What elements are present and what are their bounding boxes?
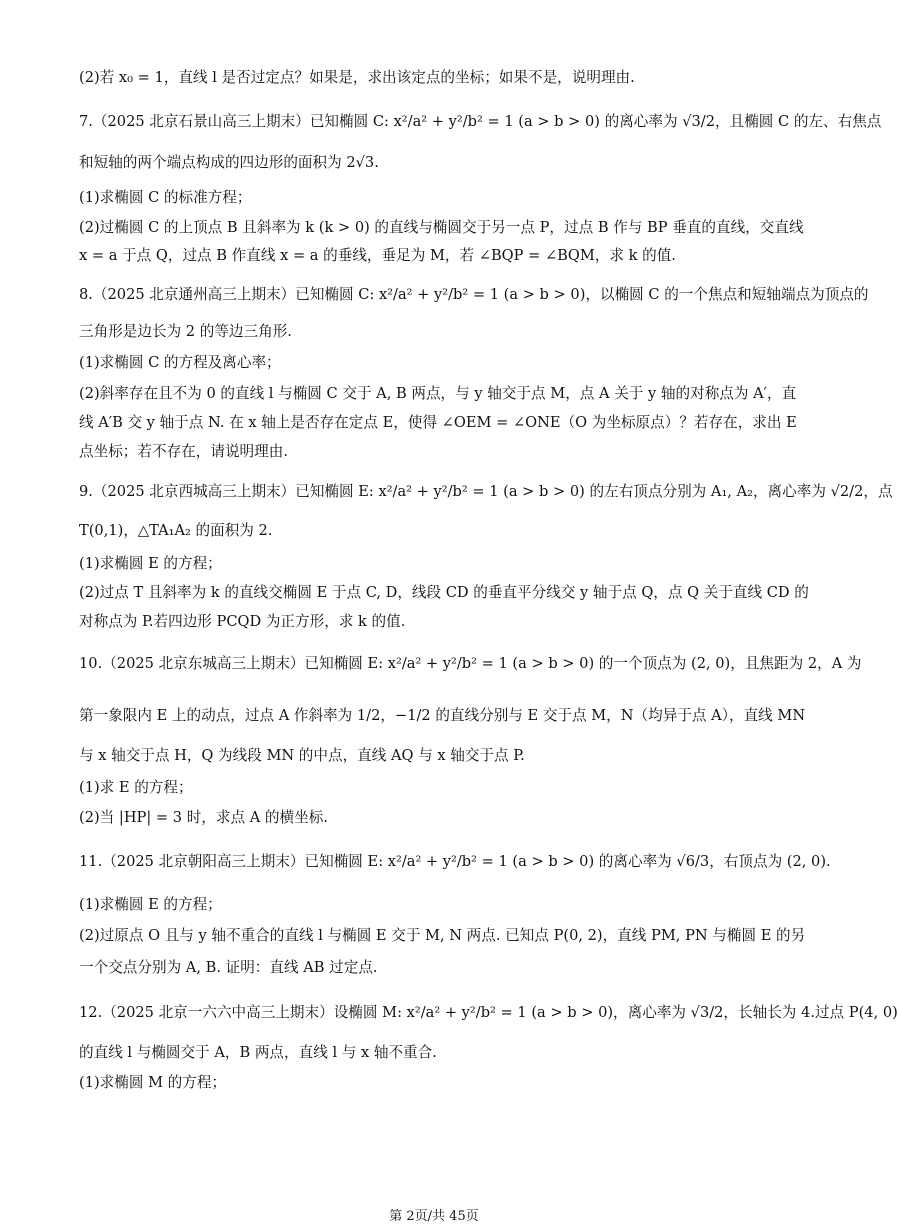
text-line: 8.（2025 北京通州高三上期末）已知椭圆 C: x²/a² + y²/b² = 1 (a > b > 0)，以椭圆 C 的一个焦点和短轴端点为顶点的 — [79, 286, 869, 303]
text-line: 7.（2025 北京石景山高三上期末）已知椭圆 C: x²/a² + y²/b² = 1 (a > b > 0) 的离心率为 √3/2，且椭圆 C 的左、右焦点 — [79, 113, 882, 130]
text-line: T(0,1)，△TA₁A₂ 的面积为 2. — [79, 522, 273, 539]
page-number: 第 2页/共 45页 — [389, 1209, 479, 1224]
text-line: (1)求椭圆 C 的标准方程； — [79, 189, 252, 206]
text-line: 11.（2025 北京朝阳高三上期末）已知椭圆 E: x²/a² + y²/b² = 1 (a > b > 0) 的离心率为 √6/3，右顶点为 (2, 0). — [79, 853, 831, 870]
text-line: (1)求椭圆 C 的方程及离心率； — [79, 354, 281, 371]
text-line: (2)若 x₀ = 1，直线 l 是否过定点？如果是，求出该定点的坐标；如果不是，说明理由. — [79, 69, 635, 86]
text-line: 三角形是边长为 2 的等边三角形. — [79, 323, 292, 340]
text-line: (2)过椭圆 C 的上顶点 B 且斜率为 k (k > 0) 的直线与椭圆交于另一点 P，过点 B 作与 BP 垂直的直线，交直线 — [79, 219, 804, 236]
text-line: (1)求椭圆 E 的方程； — [79, 555, 222, 572]
text-line: 9.（2025 北京西城高三上期末）已知椭圆 E: x²/a² + y²/b² = 1 (a > b > 0) 的左右顶点分别为 A₁, A₂，离心率为 √2/2，点 — [79, 483, 893, 500]
text-line: 点坐标；若不存在，请说明理由. — [79, 443, 288, 460]
text-line: 与 x 轴交于点 H，Q 为线段 MN 的中点，直线 AQ 与 x 轴交于点 P. — [79, 747, 525, 764]
text-line: 10.（2025 北京东城高三上期末）已知椭圆 E: x²/a² + y²/b² = 1 (a > b > 0) 的一个顶点为 (2, 0)，且焦距为 2，A 为 — [79, 655, 862, 672]
text-line: 线 A′B 交 y 轴于点 N. 在 x 轴上是否存在定点 E，使得 ∠OEM = ∠ONE（O 为坐标原点）？若存在，求出 E — [79, 414, 797, 431]
text-line: (1)求椭圆 M 的方程； — [79, 1074, 227, 1091]
text-line: (2)当 |HP| = 3 时，求点 A 的横坐标. — [79, 809, 328, 826]
text-line: (2)过点 T 且斜率为 k 的直线交椭圆 E 于点 C, D，线段 CD 的垂直平分线交 y 轴于点 Q，点 Q 关于直线 CD 的 — [79, 584, 809, 601]
text-line: x = a 于点 Q，过点 B 作直线 x = a 的垂线，垂足为 M，若 ∠BQP = ∠BQM，求 k 的值. — [79, 247, 676, 264]
text-line: (1)求 E 的方程； — [79, 779, 193, 796]
text-line: (1)求椭圆 E 的方程； — [79, 896, 222, 913]
text-line: (2)过原点 O 且与 y 轴不重合的直线 l 与椭圆 E 交于 M, N 两点. 已知点 P(0, 2)，直线 PM, PN 与椭圆 E 的另 — [79, 927, 806, 944]
text-line: 和短轴的两个端点构成的四边形的面积为 2√3. — [79, 154, 379, 171]
text-line: 一个交点分别为 A, B. 证明：直线 AB 过定点. — [79, 959, 378, 976]
text-line: 第一象限内 E 上的动点，过点 A 作斜率为 1/2，−1/2 的直线分别与 E 交于点 M，N（均异于点 A），直线 MN — [79, 707, 806, 724]
text-line: 对称点为 P.若四边形 PCQD 为正方形，求 k 的值. — [79, 613, 406, 630]
text-line: (2)斜率存在且不为 0 的直线 l 与椭圆 C 交于 A, B 两点，与 y 轴交于点 M，点 A 关于 y 轴的对称点为 A′，直 — [79, 385, 797, 402]
text-line: 12.（2025 北京一六六中高三上期末）设椭圆 M: x²/a² + y²/b² = 1 (a > b > 0)，离心率为 √3/2，长轴长为 4.过点 P(4, 0) — [79, 1004, 898, 1021]
text-line: 的直线 l 与椭圆交于 A，B 两点，直线 l 与 x 轴不重合. — [79, 1044, 437, 1061]
